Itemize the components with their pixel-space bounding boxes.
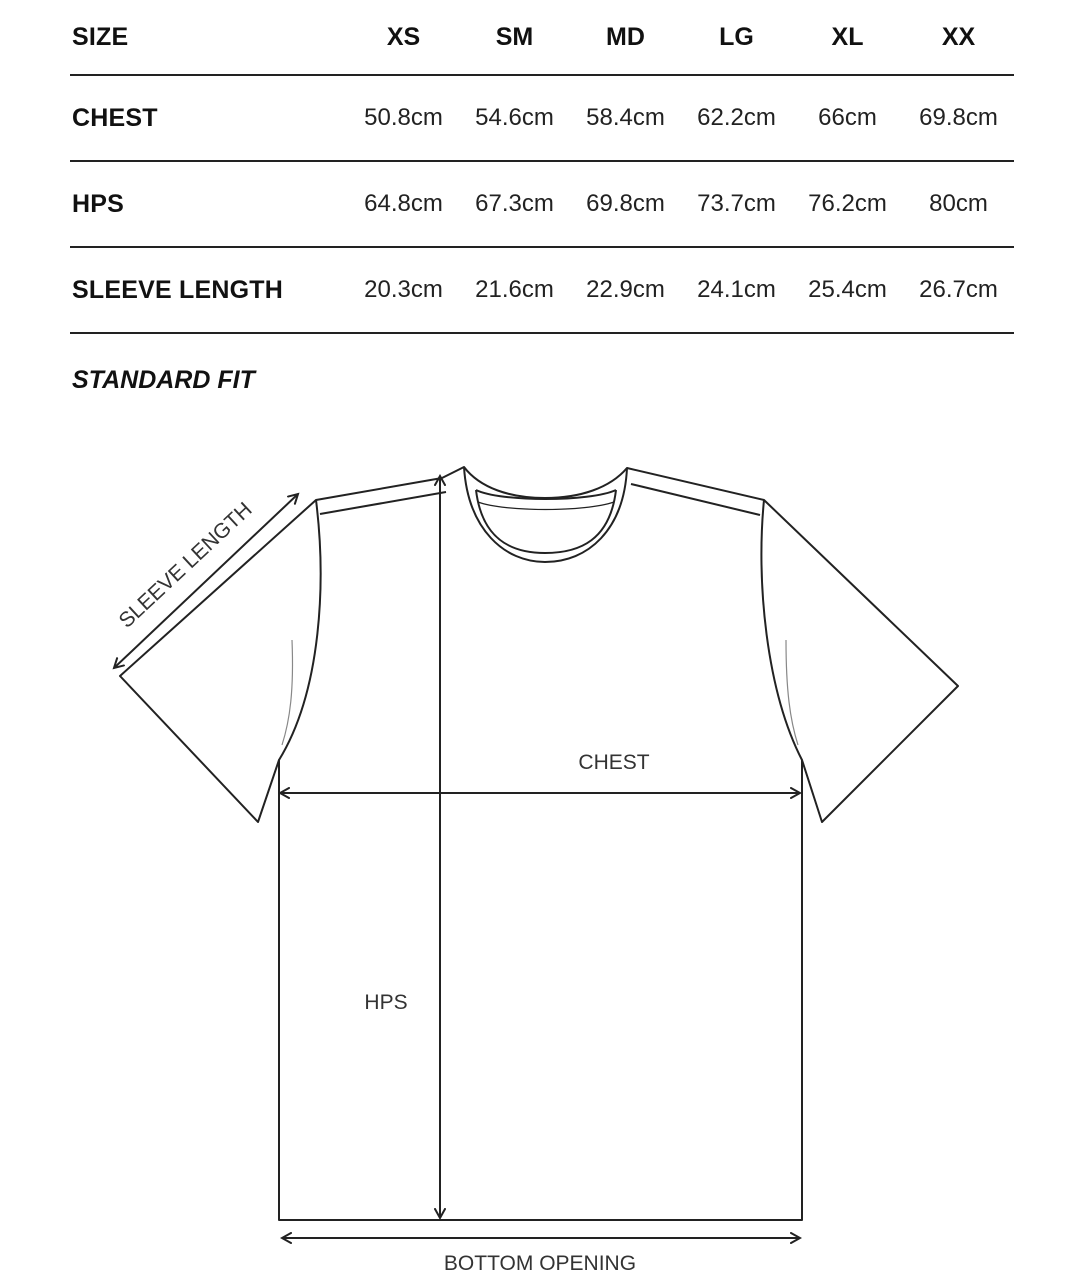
sleeve-value-md: 22.9cm [586, 276, 665, 303]
sleeve-value-xs: 20.3cm [364, 276, 443, 303]
size-chart-table [70, 0, 1014, 334]
hps-value-sm: 67.3cm [475, 190, 554, 217]
chest-value-xs: 50.8cm [364, 104, 443, 131]
sleeve-length-row-label: SLEEVE LENGTH [72, 275, 283, 304]
collar-inner [476, 490, 616, 553]
fit-label: STANDARD FIT [72, 366, 255, 394]
tshirt-outline [120, 467, 958, 1220]
sleeve-value-lg: 24.1cm [697, 276, 776, 303]
chest-value-xl: 66cm [818, 104, 877, 131]
size-lg: LG [719, 22, 754, 51]
measurement-arrows [114, 476, 800, 1238]
sleeve-length-arrow [114, 494, 298, 668]
hps-row-label: HPS [72, 189, 125, 218]
size-md: MD [606, 22, 645, 51]
hps-value-xx: 80cm [929, 190, 988, 217]
hps-value-xs: 64.8cm [364, 190, 443, 217]
size-header-row [70, 0, 1014, 75]
size-xx: XX [941, 22, 976, 51]
collar-outer [464, 467, 627, 562]
armhole-left-inner [282, 640, 293, 745]
chest-value-lg: 62.2cm [697, 104, 776, 131]
sleeve-value-xx: 26.7cm [919, 276, 998, 303]
hps-value-md: 69.8cm [586, 190, 665, 217]
hps-label: HPS [364, 991, 408, 1014]
size-header-label: SIZE [72, 22, 129, 51]
hps-value-lg: 73.7cm [697, 190, 776, 217]
size-xl: XL [831, 22, 864, 51]
armhole-left [279, 500, 321, 760]
collar-back [476, 490, 616, 499]
chest-value-xx: 69.8cm [919, 104, 998, 131]
sleeve-value-xl: 25.4cm [808, 276, 887, 303]
chest-label: CHEST [578, 751, 650, 774]
armhole-right [761, 500, 802, 760]
shoulder-seam-right [631, 484, 760, 515]
chest-value-md: 58.4cm [586, 104, 665, 131]
hps-row [70, 161, 1014, 247]
hps-value-xl: 76.2cm [808, 190, 887, 217]
chest-value-sm: 54.6cm [475, 104, 554, 131]
bottom-opening-label: BOTTOM OPENING [443, 1252, 637, 1275]
collar-back-seam [478, 502, 614, 510]
chest-row [70, 75, 1014, 161]
measurement-labels [115, 498, 650, 1275]
size-xs: XS [386, 22, 421, 51]
sleeve-value-sm: 21.6cm [475, 276, 554, 303]
tshirt-body [120, 467, 958, 1220]
armhole-right-inner [786, 640, 798, 745]
chest-row-label: CHEST [72, 103, 158, 132]
sleeve-length-row [70, 247, 1014, 333]
sleeve-length-label: SLEEVE LENGTH [114, 497, 257, 633]
shoulder-seam-left [320, 492, 446, 514]
size-sm: SM [495, 22, 534, 51]
